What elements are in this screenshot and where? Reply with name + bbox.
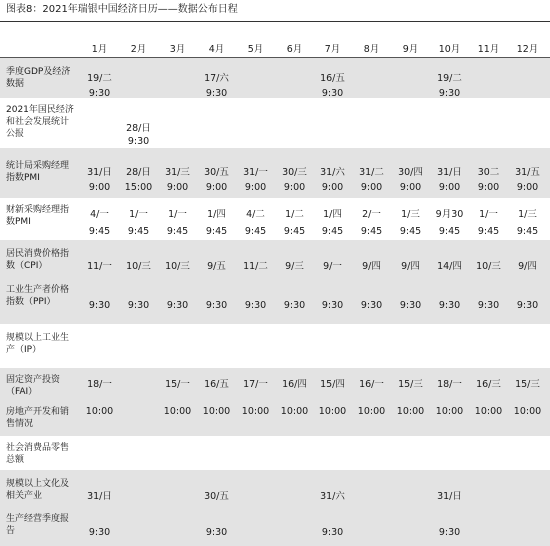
release-time-cell: 9:30 — [244, 300, 267, 311]
release-date-cell: 17/六 — [204, 73, 229, 84]
release-time-cell: 10:00 — [474, 406, 503, 417]
release-time-cell: 15:00 — [124, 182, 153, 193]
month-header-cell: 2月 — [130, 44, 147, 55]
table-row — [0, 324, 550, 368]
release-time-cell: 9:00 — [205, 182, 228, 193]
release-time-cell: 9:30 — [127, 300, 150, 311]
release-time-cell: 10:00 — [163, 406, 192, 417]
month-header-cell: 12月 — [516, 44, 539, 55]
release-date-cell: 28/日 — [126, 167, 151, 178]
release-date-cell: 9月30 — [435, 209, 464, 220]
release-date-cell: 31/六 — [320, 167, 345, 178]
release-time-cell: 9:45 — [516, 226, 539, 237]
release-date-cell: 18/一 — [87, 379, 112, 390]
release-time-cell: 9:00 — [399, 182, 422, 193]
month-header-cell: 10月 — [438, 44, 461, 55]
release-date-cell: 9/三 — [285, 261, 304, 272]
table-row — [0, 402, 550, 436]
release-time-cell: 10:00 — [513, 406, 542, 417]
row-label: 工业生产者价格指数（PPI） — [6, 285, 70, 307]
release-time-cell: 9:45 — [399, 226, 422, 237]
row-label: 统计局采购经理指数PMI — [6, 161, 70, 183]
release-time-cell: 9:30 — [127, 136, 150, 147]
release-date-cell: 19/二 — [437, 73, 462, 84]
release-time-cell: 9:00 — [438, 182, 461, 193]
release-date-cell: 30/五 — [204, 167, 229, 178]
top-rule — [0, 21, 550, 22]
release-date-cell: 30/五 — [204, 491, 229, 502]
release-date-cell: 9/四 — [401, 261, 420, 272]
release-date-cell: 16/四 — [282, 379, 307, 390]
row-label: 规模以上工业生产（IP） — [6, 333, 70, 355]
release-date-cell: 4/二 — [246, 209, 265, 220]
release-time-cell: 9:45 — [321, 226, 344, 237]
release-date-cell: 1/三 — [518, 209, 537, 220]
release-time-cell: 9:30 — [477, 300, 500, 311]
row-label: 社会消费品零售总额 — [6, 443, 70, 465]
table-row — [0, 148, 550, 198]
row-label: 居民消费价格指数（CPI） — [6, 249, 70, 271]
release-time-cell: 9:00 — [88, 182, 111, 193]
release-date-cell: 30二 — [477, 167, 500, 178]
release-time-cell: 9:45 — [438, 226, 461, 237]
release-time-cell: 10:00 — [85, 406, 114, 417]
row-label: 房地产开发和销售情况 — [6, 407, 70, 429]
release-date-cell: 2/一 — [362, 209, 381, 220]
release-date-cell: 16/一 — [359, 379, 384, 390]
release-time-cell: 10:00 — [396, 406, 425, 417]
release-date-cell: 1/一 — [168, 209, 187, 220]
release-date-cell: 9/一 — [323, 261, 342, 272]
month-header-cell: 6月 — [286, 44, 303, 55]
release-time-cell: 9:30 — [88, 88, 111, 99]
release-date-cell: 9/四 — [518, 261, 537, 272]
release-time-cell: 9:00 — [477, 182, 500, 193]
release-date-cell: 28/日 — [126, 123, 151, 134]
month-header-cell: 4月 — [208, 44, 225, 55]
release-time-cell: 9:00 — [321, 182, 344, 193]
row-label: 2021年国民经济和社会发展统计公报 — [6, 105, 74, 139]
release-date-cell: 31/二 — [359, 167, 384, 178]
release-time-cell: 9:30 — [205, 527, 228, 538]
release-date-cell: 31/五 — [515, 167, 540, 178]
month-header-cell: 1月 — [91, 44, 108, 55]
release-date-cell: 31/日 — [87, 491, 112, 502]
release-time-cell: 9:30 — [88, 300, 111, 311]
release-time-cell: 9:00 — [516, 182, 539, 193]
month-header-cell: 7月 — [324, 44, 341, 55]
row-label: 季度GDP及经济数据 — [6, 67, 71, 89]
release-date-cell: 1/四 — [323, 209, 342, 220]
release-date-cell: 15/四 — [320, 379, 345, 390]
release-date-cell: 31/日 — [87, 167, 112, 178]
row-label: 固定资产投资（FAI） — [6, 375, 61, 397]
release-time-cell: 10:00 — [435, 406, 464, 417]
table-row — [0, 368, 550, 402]
release-date-cell: 1/二 — [285, 209, 304, 220]
table-row — [0, 507, 550, 546]
release-time-cell: 9:30 — [438, 527, 461, 538]
release-time-cell: 9:30 — [321, 527, 344, 538]
release-time-cell: 9:00 — [360, 182, 383, 193]
month-header-cell: 11月 — [477, 44, 500, 55]
release-time-cell: 10:00 — [280, 406, 309, 417]
release-time-cell: 9:30 — [321, 300, 344, 311]
release-time-cell: 10:00 — [318, 406, 347, 417]
release-date-cell: 9/四 — [362, 261, 381, 272]
release-date-cell: 16/五 — [320, 73, 345, 84]
release-time-cell: 10:00 — [357, 406, 386, 417]
release-time-cell: 9:30 — [88, 527, 111, 538]
table-row — [0, 436, 550, 470]
release-time-cell: 10:00 — [202, 406, 231, 417]
table-row — [0, 58, 550, 98]
release-date-cell: 31/六 — [320, 491, 345, 502]
release-date-cell: 1/四 — [207, 209, 226, 220]
release-date-cell: 16/五 — [204, 379, 229, 390]
table-row — [0, 98, 550, 148]
month-header-cell: 8月 — [363, 44, 380, 55]
release-time-cell: 9:30 — [283, 300, 306, 311]
release-time-cell: 9:00 — [283, 182, 306, 193]
release-date-cell: 10/三 — [165, 261, 190, 272]
release-date-cell: 31/日 — [437, 167, 462, 178]
release-date-cell: 17/一 — [243, 379, 268, 390]
figure-title: 图表8：2021年瑞银中国经济日历——数据公布日程 — [6, 4, 238, 15]
release-time-cell: 9:00 — [244, 182, 267, 193]
month-header-cell: 5月 — [247, 44, 264, 55]
table-row — [0, 280, 550, 324]
table-row — [0, 470, 550, 507]
release-time-cell: 9:45 — [205, 226, 228, 237]
release-date-cell: 30/四 — [398, 167, 423, 178]
release-date-cell: 19/二 — [87, 73, 112, 84]
release-date-cell: 11/一 — [87, 261, 112, 272]
release-time-cell: 9:45 — [244, 226, 267, 237]
release-time-cell: 9:00 — [166, 182, 189, 193]
release-date-cell: 1/三 — [401, 209, 420, 220]
row-label: 生产经营季度报告 — [6, 514, 70, 536]
release-time-cell: 9:30 — [205, 300, 228, 311]
release-time-cell: 10:00 — [241, 406, 270, 417]
release-time-cell: 9:30 — [438, 300, 461, 311]
release-date-cell: 16/三 — [476, 379, 501, 390]
month-header-cell: 3月 — [169, 44, 186, 55]
row-label: 财新采购经理指数PMI — [6, 205, 70, 227]
release-time-cell: 9:45 — [127, 226, 150, 237]
release-time-cell: 9:30 — [205, 88, 228, 99]
release-time-cell: 9:30 — [438, 88, 461, 99]
table-row — [0, 198, 550, 240]
release-time-cell: 9:30 — [360, 300, 383, 311]
release-date-cell: 15/三 — [398, 379, 423, 390]
release-date-cell: 18/一 — [437, 379, 462, 390]
release-date-cell: 4/一 — [90, 209, 109, 220]
release-date-cell: 30/三 — [282, 167, 307, 178]
release-date-cell: 31/一 — [243, 167, 268, 178]
release-date-cell: 31/日 — [437, 491, 462, 502]
month-header-cell: 9月 — [402, 44, 419, 55]
release-time-cell: 9:30 — [166, 300, 189, 311]
release-date-cell: 9/五 — [207, 261, 226, 272]
release-time-cell: 9:30 — [321, 88, 344, 99]
release-date-cell: 14/四 — [437, 261, 462, 272]
release-date-cell: 10/三 — [476, 261, 501, 272]
release-time-cell: 9:45 — [166, 226, 189, 237]
release-date-cell: 31/三 — [165, 167, 190, 178]
release-date-cell: 1/一 — [129, 209, 148, 220]
release-date-cell: 11/二 — [243, 261, 268, 272]
release-time-cell: 9:30 — [516, 300, 539, 311]
release-time-cell: 9:45 — [360, 226, 383, 237]
release-time-cell: 9:45 — [88, 226, 111, 237]
release-date-cell: 15/一 — [165, 379, 190, 390]
row-label: 规模以上文化及相关产业 — [6, 479, 70, 501]
release-time-cell: 9:30 — [399, 300, 422, 311]
release-date-cell: 15/三 — [515, 379, 540, 390]
release-date-cell: 10/三 — [126, 261, 151, 272]
release-date-cell: 1/一 — [479, 209, 498, 220]
table-row — [0, 240, 550, 280]
release-time-cell: 9:45 — [477, 226, 500, 237]
release-time-cell: 9:45 — [283, 226, 306, 237]
